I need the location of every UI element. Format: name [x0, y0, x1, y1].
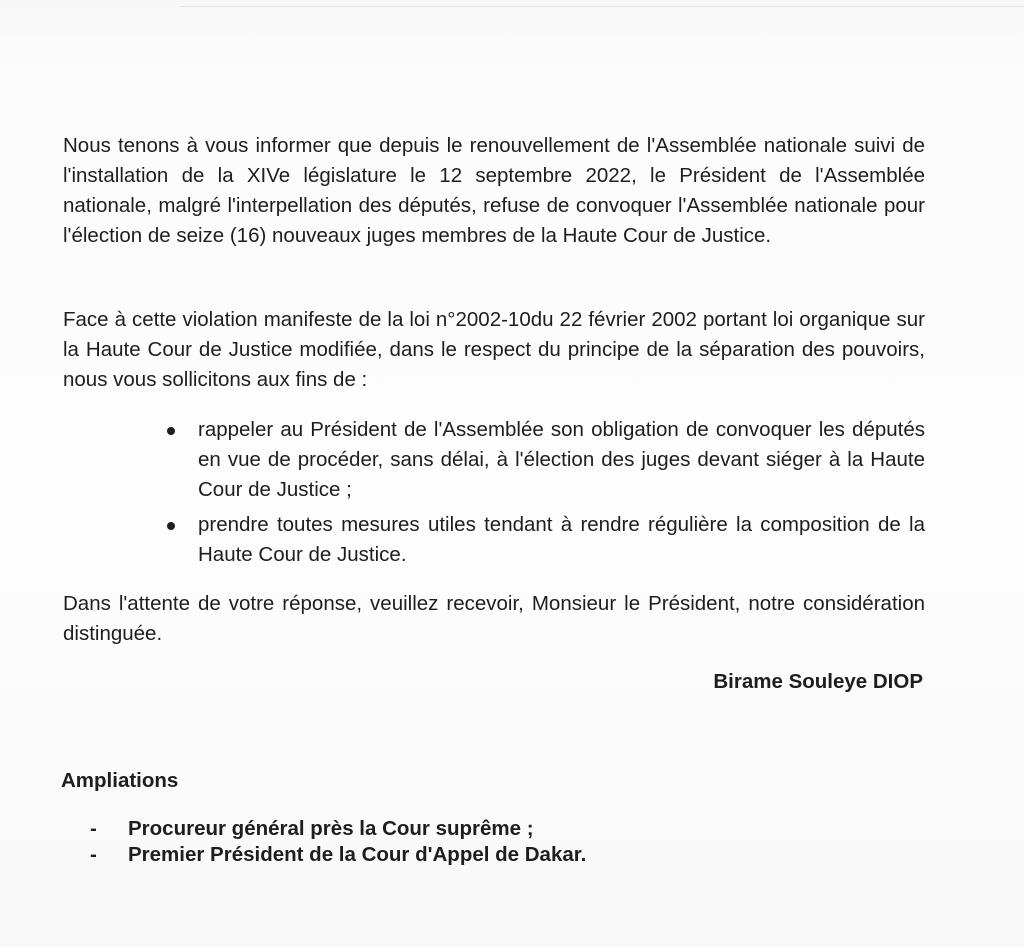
copies-list: [90, 816, 586, 868]
paper-edge: [180, 0, 1024, 7]
bullet-icon: [167, 522, 175, 530]
request-text: rappeler au Président de l'Assemblée son obligation de convoquer les députés en vue de procéder, sans délai, à l'élection des juges devant siéger à la Haute Cour de Justice ;: [198, 418, 925, 501]
bullet-icon: [167, 427, 175, 435]
paragraph-intro: Nous tenons à vous informer que depuis le renouvellement de l'Assemblée nationale suivi de l'installation de la XIVe législature le 12 septembre 2022, le Président de l'Assemblée nationale, malgré l'interpellation des députés, refuse de convoquer l'Assemblée nationale pour l'élection de seize (16) nouveaux juges membres de la Haute Cour de Justice.: [63, 134, 925, 247]
request-text: prendre toutes mesures utiles tendant à rendre régulière la composition de la Haute Cour de Justice.: [198, 513, 925, 566]
copy-recipient-text: Procureur général près la Cour suprême ;: [128, 817, 534, 840]
copies-heading: Ampliations: [61, 769, 179, 792]
paragraph-closing: Dans l'attente de votre réponse, veuillez recevoir, Monsieur le Président, notre considération distinguée.: [63, 592, 925, 645]
request-item: [163, 510, 925, 570]
dash-marker: -: [90, 843, 97, 866]
request-item: [163, 415, 925, 505]
request-list: [163, 415, 925, 575]
signature-name: Birame Souleye DIOP: [713, 670, 923, 693]
copy-recipient-text: Premier Président de la Cour d'Appel de Dakar.: [128, 843, 587, 866]
copy-recipient: [90, 816, 586, 842]
paragraph-request: Face à cette violation manifeste de la loi n°2002-10du 22 février 2002 portant loi organique sur la Haute Cour de Justice modifiée, dans le respect du principe de la séparation des pouvoirs, nous vous sollicitons aux fins de :: [63, 308, 925, 391]
dash-marker: -: [90, 817, 97, 840]
copy-recipient: [90, 842, 586, 868]
